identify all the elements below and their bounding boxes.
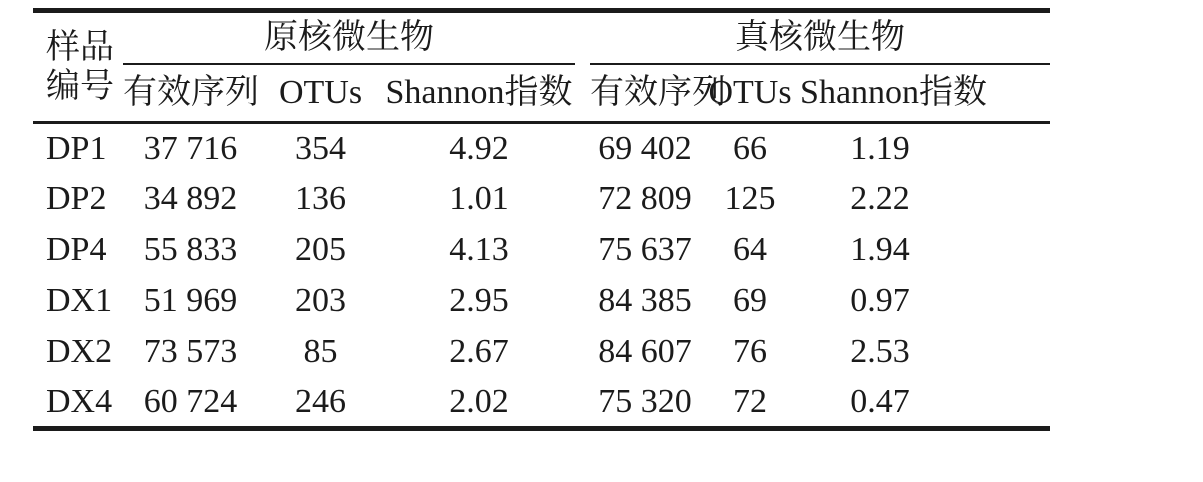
cell-gap: [575, 378, 590, 429]
table-row: [33, 378, 1050, 429]
subheader-gap: [575, 64, 590, 123]
cell-prok-otus: 205: [295, 231, 346, 269]
header-sample-line1: 样品: [46, 28, 114, 66]
cell-euk-shannon: 0.47: [850, 383, 910, 421]
cell-euk-shannon: 0.97: [850, 282, 910, 320]
group-header-row: [33, 11, 1050, 64]
cell-prok-seq: 37 716: [143, 130, 238, 168]
table-row: [33, 123, 1050, 174]
cell-euk-shannon: 1.19: [850, 130, 910, 168]
cell-gap: [575, 327, 590, 378]
header-group-eukaryote: 真核微生物: [590, 11, 1050, 64]
cell-gap: [575, 174, 590, 225]
cell-euk-seq: 72 809: [598, 180, 692, 218]
cell-euk-otus: 125: [724, 180, 776, 218]
cell-prok-otus: 136: [295, 180, 346, 218]
cell-sample: DX1: [46, 282, 113, 320]
cell-prok-seq: 55 833: [143, 231, 238, 269]
cell-trailing-gap: [960, 123, 1050, 174]
cell-gap: [575, 276, 590, 327]
subheader-euk-shannon: Shannon指数: [800, 64, 960, 123]
cell-sample: DX2: [46, 333, 113, 371]
subheader-euk-sequences: 有效序列: [590, 64, 700, 123]
cell-sample: DP1: [46, 130, 107, 168]
cell-prok-seq: 51 969: [143, 282, 238, 320]
header-group-prokaryote: 原核微生物: [123, 11, 575, 64]
cell-prok-shannon: 2.02: [449, 383, 509, 421]
cell-euk-shannon: 2.22: [850, 180, 910, 218]
cell-euk-otus: 66: [733, 130, 768, 168]
cell-euk-seq: 69 402: [598, 130, 692, 168]
cell-euk-seq: 75 320: [598, 383, 692, 421]
cell-prok-shannon: 4.13: [449, 231, 509, 269]
cell-euk-otus: 69: [733, 282, 768, 320]
cell-prok-shannon: 2.95: [449, 282, 509, 320]
cell-euk-shannon: 1.94: [850, 231, 910, 269]
cell-euk-seq: 75 637: [598, 231, 692, 269]
cell-prok-shannon: 1.01: [449, 180, 509, 218]
cell-euk-seq: 84 385: [598, 282, 692, 320]
alpha-diversity-table: [33, 8, 1050, 431]
table-row: [33, 225, 1050, 276]
cell-euk-shannon: 2.53: [850, 333, 910, 371]
cell-euk-otus: 64: [733, 231, 768, 269]
subheader-prok-shannon: Shannon指数: [383, 64, 575, 123]
cell-prok-seq: 73 573: [143, 333, 238, 371]
header-gap: [575, 11, 590, 64]
cell-sample: DX4: [46, 383, 113, 421]
sub-header-row: [33, 64, 1050, 123]
cell-trailing-gap: [960, 276, 1050, 327]
cell-prok-otus: 354: [295, 130, 346, 168]
table-row: [33, 327, 1050, 378]
cell-prok-otus: 246: [295, 383, 346, 421]
subheader-euk-otus: OTUs: [700, 64, 800, 123]
cell-trailing-gap: [960, 327, 1050, 378]
cell-euk-seq: 84 607: [598, 333, 692, 371]
subheader-prok-sequences: 有效序列: [123, 64, 258, 123]
cell-trailing-gap: [960, 225, 1050, 276]
cell-euk-otus: 72: [733, 383, 768, 421]
subheader-prok-otus: OTUs: [258, 64, 383, 123]
cell-gap: [575, 123, 590, 174]
header-sample-line2: 编号: [46, 68, 114, 105]
cell-prok-seq: 60 724: [143, 383, 238, 421]
cell-gap: [575, 225, 590, 276]
cell-sample: DP4: [46, 231, 107, 269]
header-sample-id: [33, 11, 123, 123]
cell-prok-seq: 34 892: [143, 180, 238, 218]
cell-prok-shannon: 2.67: [449, 333, 509, 371]
cell-trailing-gap: [960, 174, 1050, 225]
cell-prok-otus: 85: [303, 333, 338, 371]
cell-prok-otus: 203: [295, 282, 346, 320]
cell-sample: DP2: [46, 180, 107, 218]
table-row: [33, 276, 1050, 327]
cell-trailing-gap: [960, 378, 1050, 429]
cell-euk-otus: 76: [733, 333, 768, 371]
table-row: [33, 174, 1050, 225]
cell-prok-shannon: 4.92: [449, 130, 509, 168]
